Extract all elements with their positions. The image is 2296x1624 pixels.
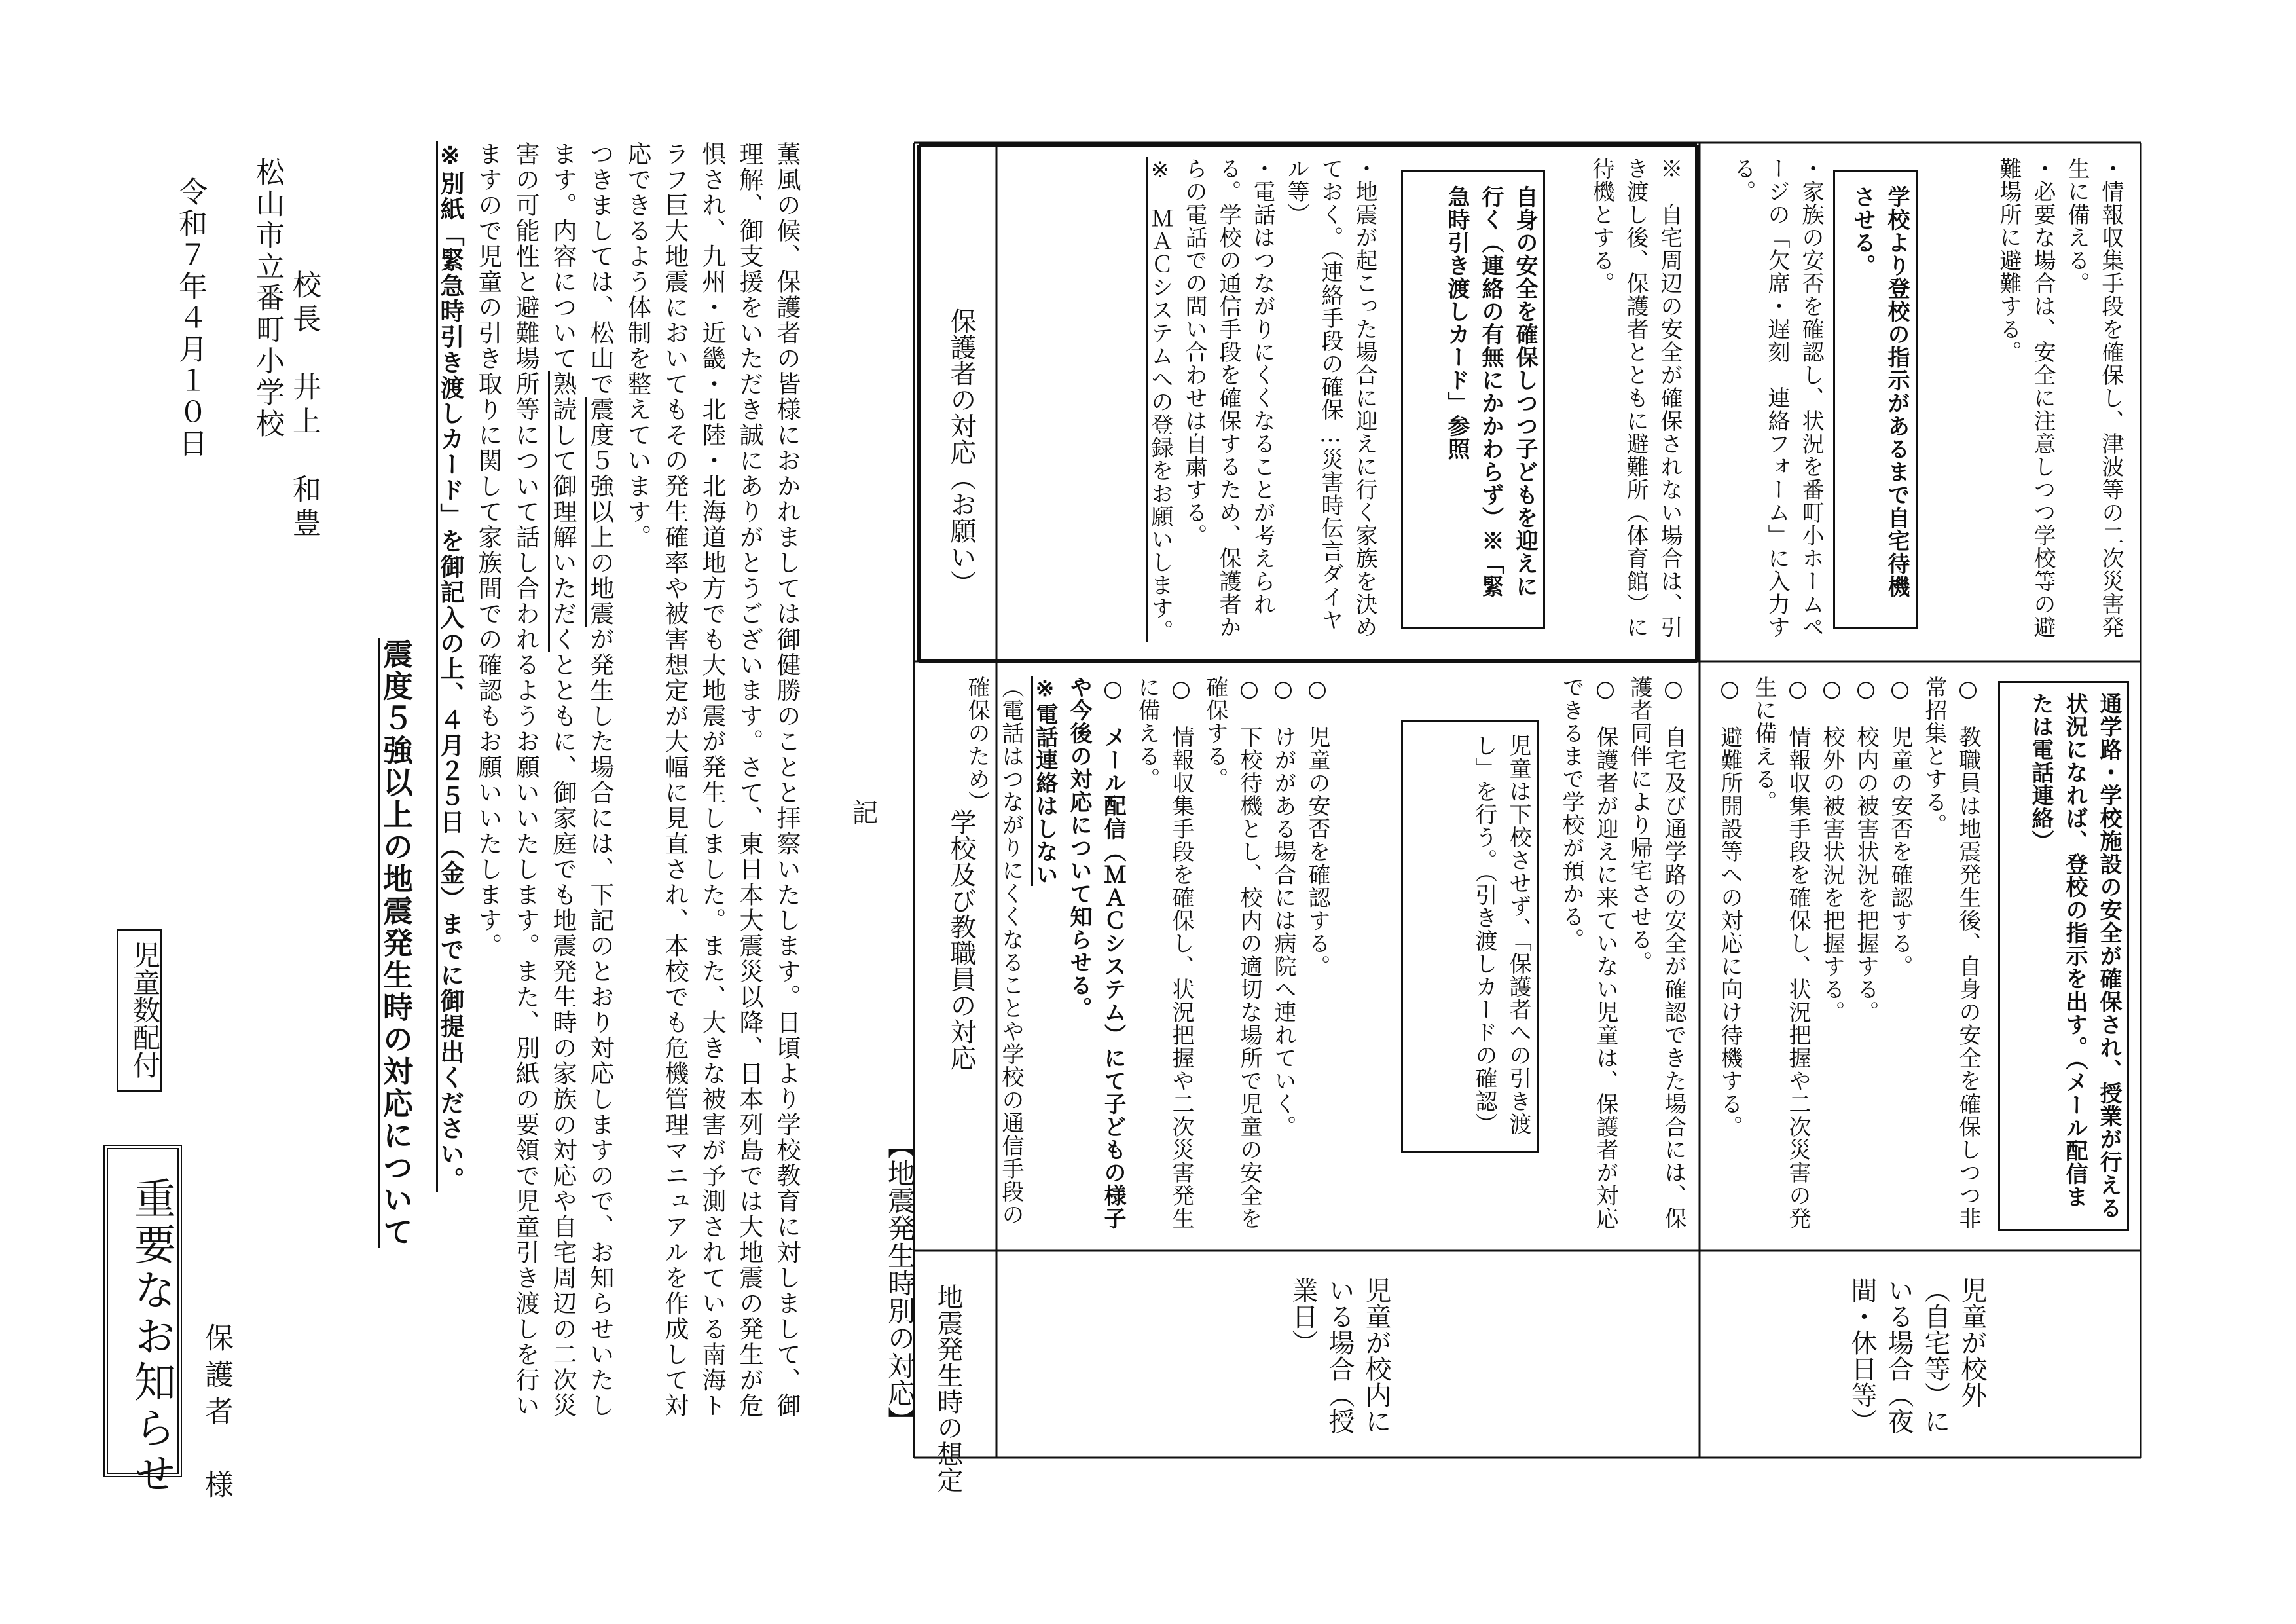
- row1-school-item: ○ 情報収集手段を確保し、状況把握や二次災害発生に備える。: [1134, 676, 1194, 1230]
- addressee: 保護者 様: [200, 1323, 233, 1506]
- body-text: [426, 141, 805, 1418]
- row2-school-box-text: 通学路・学校施設の安全が確保され、授業が行える状況になれば、登校の指示を出す。（メール配信または電話連絡）: [2028, 692, 2122, 1219]
- row1-parent-list: [1002, 157, 1381, 648]
- row1-school-after: [1553, 676, 1690, 1239]
- row1-school-list: [964, 676, 1334, 1239]
- row2-parent-after: [1990, 157, 2128, 648]
- body-paragraph-2c: とともに、御家庭でも地震発生時の家族の対応や自宅周辺の二次災害の可能性と避難場所等について話し合われるようお願いいたします。また、別紙の要領で児童引き渡しを行いますので児童の引き取りに関して家族間での確認もお願いいたします。: [474, 141, 577, 1418]
- row1-school-item: ※電話連絡はしない: [1032, 676, 1058, 886]
- row1-scenario: 児童が校内にいる場合（授業日）: [1288, 1277, 1391, 1434]
- row2-school-item: ○ 校外の被害状況を把握する。: [1819, 676, 1845, 1024]
- notice-title-box: [103, 1145, 182, 1498]
- row1-school-item: ○ 児童の安否を確認する。: [1304, 676, 1330, 978]
- col-header-parent: 保護者の対応（お願い）: [946, 308, 976, 596]
- table-caption: 【地震発生時別の対応】: [884, 1132, 916, 1434]
- row2-school-item: ○ 情報収集手段を確保し、状況把握や二次災害の発生に備える。: [1751, 676, 1811, 1230]
- row1-school-item: ○ けががある場合には病院へ連れていく。: [1270, 676, 1296, 1138]
- ki-marker: 記: [848, 799, 878, 825]
- school-name: 松山市立番町小学校: [251, 157, 284, 440]
- row2-scenario: 児童が校外（自宅等）にいる場合（夜間・休日等）: [1847, 1277, 1987, 1434]
- row1-parent-item: ・地震が起こった場合に迎えに行く家族を決めておく。（連絡手段の確保…災害時伝言ダイヤル等）: [1283, 157, 1377, 638]
- col-header-scenario: 地震発生時の想定: [933, 1283, 963, 1493]
- row2-school-item: ○ 教職員は地震発生後、自身の安全を確保しつつ非常招集とする。: [1921, 676, 1981, 1230]
- row1-school-item: （電話はつながりにくくなることや学校の通信手段の確保のため）: [964, 676, 1024, 1226]
- row1-parent-item: ・電話はつながりにくくなることが考えられる。学校の通信手段を確保するため、保護者からの電話での問い合わせは自粛する。: [1181, 157, 1275, 638]
- body-paragraph-1: 薫風の候、保護者の皆様におかれましては御健勝のことと拝察いたします。日頃より学校教育に対しまして、御理解、御支援をいただき誠にありがとうございます。さて、東日本大震災以降、日本列島では大地震の発生が危惧され、九州・近畿・北陸・北海道地方でも大地震が発生しました。また、大きな被害が予測されている南海トラフ巨大地震においてもその発生確率や被害想定が大幅に見直され、本校でも危機管理マニュアルを作成して対応できるよう体制を整えています。: [623, 141, 801, 1418]
- body-paragraph-2-emphasis-2: 熟読して御理解いただく: [549, 371, 577, 652]
- row2-parent-after-item: ・情報収集手段を確保し、津波等の二次災害発生に備える。: [2064, 157, 2124, 638]
- distribution-box: [117, 929, 162, 1092]
- body-paragraph-3: ※別紙「緊急時引き渡しカード」を御記入の上、４月２５日（金）までに御提出ください。: [436, 141, 465, 1192]
- row1-parent-item: ※ ＭＡＣシステムへの登録をお願いします。: [1147, 157, 1173, 642]
- row1-school-box: [1401, 720, 1539, 1153]
- row1-school-after-item: ○ 自宅及び通学路の安全が確認できた場合には、保護者同伴により帰宅させる。: [1626, 676, 1686, 1230]
- row2-parent-after-item: ・必要な場合は、安全に注意しつつ学校等の避難場所に避難する。: [1995, 157, 2056, 638]
- row2-parent-box: [1833, 170, 1918, 629]
- issue-date: 令和７年４月１０日: [173, 177, 207, 460]
- body-paragraph-2-emphasis: 震度５強以上の地震: [586, 397, 614, 627]
- row1-school-item: ○ 下校待機とし、校内の適切な場所で児童の安全を確保する。: [1202, 676, 1262, 1230]
- row2-school-list: [1710, 676, 1985, 1239]
- notice-title: 重要なお知らせ: [127, 1177, 175, 1498]
- principal-name: 校長 井上 和豊: [287, 270, 321, 542]
- document-title: [374, 638, 418, 1248]
- row2-parent-box-text: 学校より登校の指示があるまで自宅待機させる。: [1850, 185, 1910, 598]
- row1-school-item: ○ メール配信（ＭＡＣシステム）にて子どもの様子や今後の対応について知らせる。: [1066, 676, 1126, 1230]
- document-title-text: 震度５強以上の地震発生時の対応について: [378, 638, 414, 1248]
- body-paragraph-2b: が発生した場合には、下記のとおり対応しますので、お知らせいたします。内容について: [549, 141, 614, 1418]
- row2-school-item: ○ 避難所開設等への対応に向け待機する。: [1717, 676, 1743, 1138]
- row1-parent-box-text: 自身の安全を確保しつつ子どもを迎えに行く（連絡の有無にかかわらず）※「緊急時引き渡しカード」参照: [1444, 185, 1538, 598]
- row2-school-item: ○ 校内の被害状況を把握する。: [1853, 676, 1879, 1024]
- row1-school-after-item: ○ 保護者が迎えに来ていない児童は、保護者が対応できるまで学校が預かる。: [1558, 676, 1618, 1230]
- col-header-school: 学校及び教職員の対応: [946, 809, 976, 1071]
- row2-parent-item: ・家族の安否を確認し、状況を番町小ホームページの「欠席・遅刻 連絡フォーム」に入力する。: [1730, 157, 1824, 638]
- body-paragraph-2a: つきましては、松山で: [586, 141, 614, 397]
- row1-school-box-text: 児童は下校させず、「保護者への引き渡し」を行う。（引き渡しカードの確認）: [1471, 734, 1531, 1135]
- row2-school-item: ○ 児童の安否を確認する。: [1887, 676, 1913, 978]
- row2-school-box: [1998, 681, 2129, 1231]
- row1-parent-box: [1401, 170, 1545, 629]
- distribution-label: 児童数配付: [129, 941, 161, 1079]
- row1-parent-after: ※ 自宅周辺の安全が確保されない場合は、引き渡し後、保護者とともに避難所（体育館）に待機とする。: [1588, 157, 1683, 638]
